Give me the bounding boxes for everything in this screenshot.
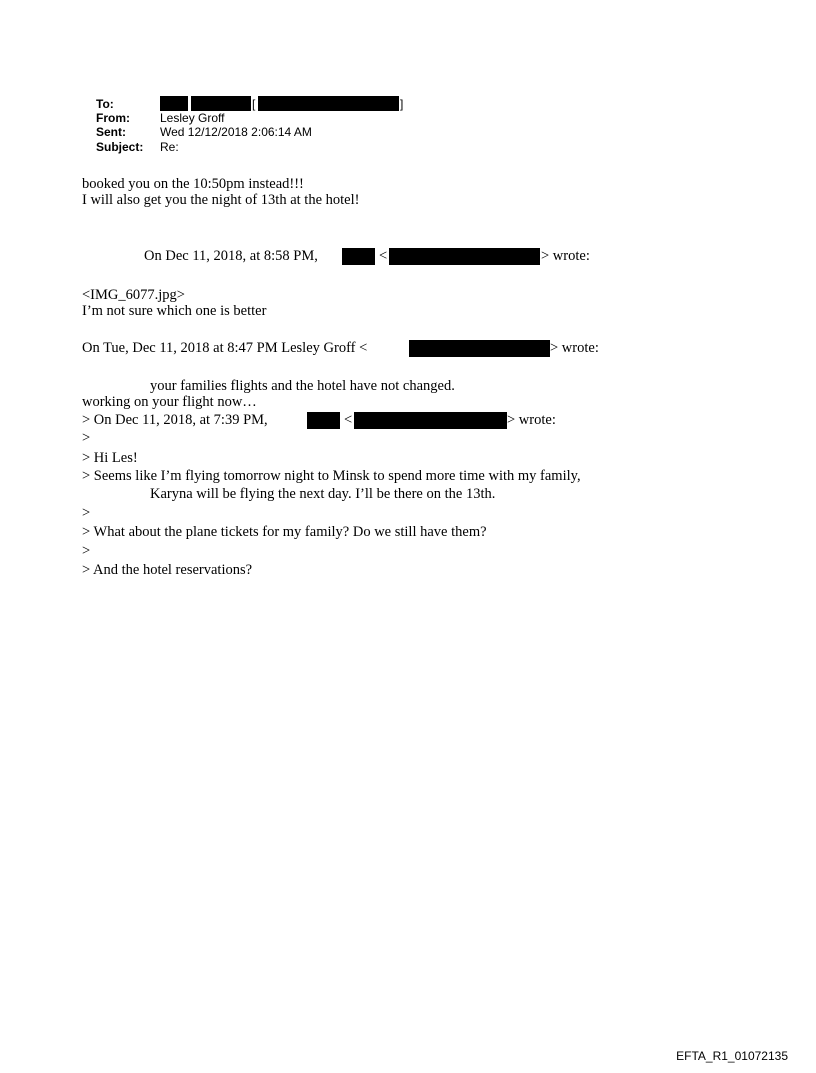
- subject-value: Re:: [160, 140, 179, 154]
- redaction-block: [354, 412, 507, 429]
- quoted-line: >: [82, 430, 91, 446]
- quote-header: On Dec 11, 2018, at 8:58 PM,: [144, 248, 318, 264]
- subject-label: Subject:: [96, 140, 144, 154]
- redaction-block: [258, 96, 399, 111]
- quote-wrote: > wrote:: [507, 412, 556, 428]
- redaction-block: [307, 412, 340, 429]
- redaction-block: [191, 96, 251, 111]
- redaction-block: [389, 248, 540, 265]
- document-id: EFTA_R1_01072135: [676, 1049, 788, 1063]
- quote-wrote: > wrote:: [550, 340, 599, 356]
- to-bracket-open: [: [252, 97, 256, 111]
- redaction-block: [409, 340, 550, 357]
- quoted-line: > And the hotel reservations?: [82, 562, 253, 578]
- body-line: your families flights and the hotel have not changed.: [150, 378, 455, 394]
- sent-value: Wed 12/12/2018 2:06:14 AM: [160, 125, 312, 139]
- quoted-line: > What about the plane tickets for my family? Do we still have them?: [82, 524, 487, 540]
- quoted-line: Karyna will be flying the next day. I’ll be there on the 13th.: [150, 486, 496, 502]
- quote-header: > On Dec 11, 2018, at 7:39 PM,: [82, 412, 268, 428]
- quote-lt: <: [379, 248, 388, 264]
- body-line: booked you on the 10:50pm instead!!!: [82, 176, 304, 192]
- from-value: Lesley Groff: [160, 111, 225, 125]
- quoted-line: > Hi Les!: [82, 450, 138, 466]
- sent-label: Sent:: [96, 125, 126, 139]
- quoted-line: > Seems like I’m flying tomorrow night to Minsk to spend more time with my family,: [82, 468, 581, 484]
- quote-lt: <: [344, 412, 353, 428]
- body-line: I’m not sure which one is better: [82, 303, 267, 319]
- redaction-block: [160, 96, 188, 111]
- body-line: working on your flight now…: [82, 394, 257, 410]
- to-label: To:: [96, 97, 114, 111]
- redaction-block: [342, 248, 375, 265]
- quote-header: On Tue, Dec 11, 2018 at 8:47 PM Lesley Groff <: [82, 340, 368, 356]
- quoted-line: >: [82, 505, 91, 521]
- to-bracket-close: ]: [400, 97, 404, 111]
- attachment-name: <IMG_6077.jpg>: [82, 287, 185, 303]
- quote-wrote: > wrote:: [541, 248, 590, 264]
- body-line: I will also get you the night of 13th at the hotel!: [82, 192, 360, 208]
- from-label: From:: [96, 111, 130, 125]
- quoted-line: >: [82, 543, 91, 559]
